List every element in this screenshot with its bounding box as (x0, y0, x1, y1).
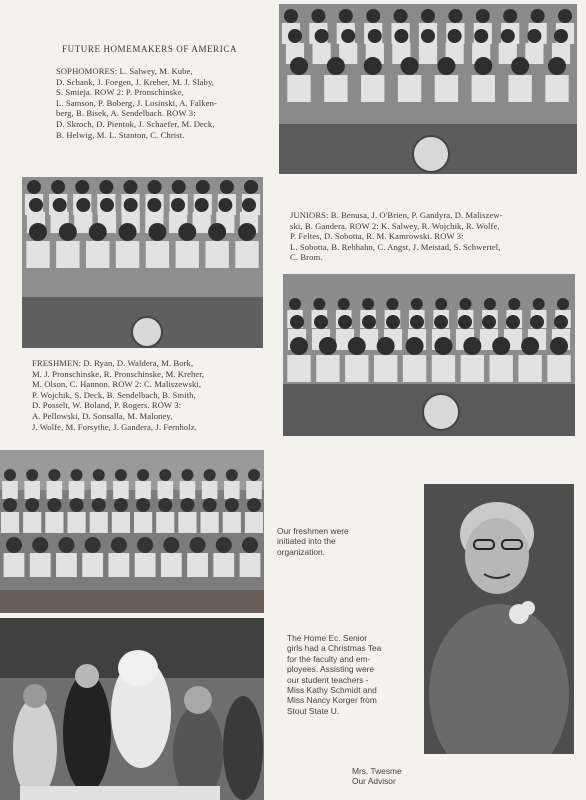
roster-line: ski, B. Gandera. ROW 2: K. Salwey, R. Wojchik, R. Wolfe, (290, 220, 500, 231)
caption-line: Miss Kathy Schmidt and (287, 685, 377, 696)
roster-line: M. Olson, C. Hannon. ROW 2: C. Maliszewski, (32, 379, 202, 390)
roster-line: L. Samson, P. Boberg, J. Losinski, A. Falken- (56, 97, 217, 108)
roster-line: P. Wojchik, S. Deck, B. Sendelbach, B. Smith, (32, 389, 196, 400)
caption-line: initiated into the (277, 536, 336, 547)
roster-line: A. Pellowski, D. Sonsalla, M. Maloney, (32, 410, 173, 421)
freshmen-initiation-photo (0, 450, 264, 613)
roster-line: C. Brom. (290, 252, 323, 263)
caption-line: Our freshmen were (277, 526, 349, 536)
roster-line: berg, B. Bisek, A. Sendelbach. ROW 3: (56, 108, 196, 119)
christmas-tea-photo (0, 618, 264, 800)
roster-line: D. Posselt, W. Boland, P. Rogers. ROW 3: (32, 400, 182, 411)
caption-line: our student teachers - (287, 674, 369, 685)
caption-line: ployees. Assisting were (287, 664, 375, 675)
roster-line: D. Skroch, D. Pientok, J. Schaefer, M. Deck, (56, 118, 215, 129)
roster-line: M. J. Pronschinske, R. Pronschinske, M. Kreher, (32, 368, 205, 379)
caption-line: Mrs. Twesme (352, 766, 402, 776)
caption-line: The Home Ec. Senior (287, 633, 368, 643)
advisor-portrait-photo (424, 484, 574, 754)
caption-line: for the faculty and em- (287, 653, 371, 664)
caption-line: Our Advisor (352, 776, 396, 787)
roster-line: SOPHOMORES: L. Salwey, M. Kube, (56, 66, 193, 76)
roster-line: FRESHMEN: D. Ryan, D. Waldera, M. Bork, (32, 358, 194, 368)
roster-line: D. Schank, J. Foegen, J. Kreher, M. J. Slaby, (56, 76, 215, 87)
caption-line: Miss Nancy Korger from (287, 695, 377, 706)
roster-line: P. Feltes, D. Sobotta, R. M. Kamrowski. ROW 3: (290, 231, 464, 242)
juniors-roster (290, 210, 580, 263)
advisor-caption (352, 766, 432, 787)
caption-line: organization. (277, 546, 325, 557)
sophomores-group-photo (279, 4, 577, 174)
caption-line: Stout State U. (287, 705, 340, 716)
roster-line: S. Smieja. ROW 2: P. Pronschinske, (56, 87, 184, 98)
sophomores-roster (56, 66, 276, 140)
juniors-group-photo (283, 274, 575, 436)
roster-line: B. Helwig, M. L. Stanton, C. Christ. (56, 129, 185, 140)
roster-line: J. Wolfe, M. Forsythe, J. Gandera, J. Fernholz. (32, 421, 197, 432)
roster-line: L. Sobotta, B. Rebhahn, C. Angst, J. Meistad, S. Schwertel, (290, 241, 501, 252)
christmas-tea-caption (287, 633, 417, 716)
roster-line: JUNIORS: B. Benusa, J. O'Brien, P. Gandyra, D. Maliszew- (290, 210, 503, 220)
caption-line: girls had a Christmas Tea (287, 643, 382, 654)
page-heading: FUTURE HOMEMAKERS OF AMERICA (62, 44, 238, 54)
freshmen-group-photo (22, 177, 263, 348)
freshmen-roster (32, 358, 272, 432)
initiation-caption (277, 526, 397, 557)
